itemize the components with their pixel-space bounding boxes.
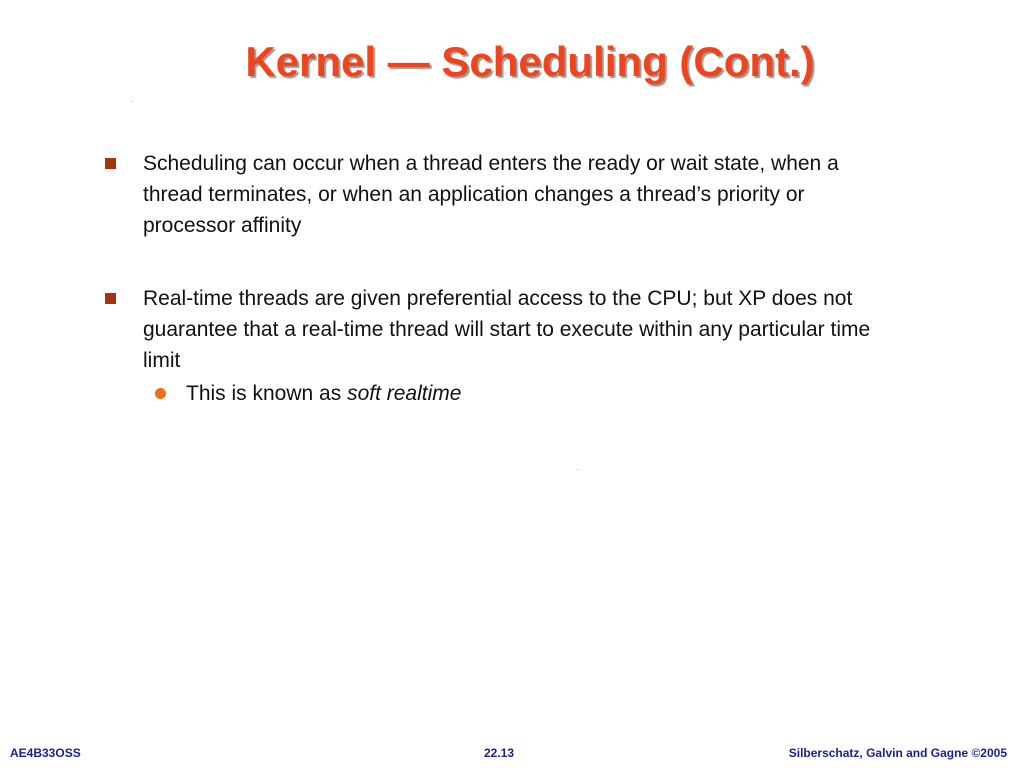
bullet-item — [100, 283, 900, 376]
footer-course: AE4B33OSS — [10, 746, 81, 760]
decorative-speck — [131, 101, 133, 102]
bullet-text: Real-time threads are given preferential access to the CPU; but XP does not guarantee that a real-time thread will start to execute within any particular time limit — [143, 287, 871, 372]
footer-copyright: Silberschatz, Galvin and Gagne ©2005 — [788, 746, 1007, 760]
square-bullet-icon — [105, 293, 116, 304]
footer-page-number: 22.13 — [484, 746, 515, 760]
slide-title: Kernel — Scheduling (Cont.) — [245, 38, 815, 85]
slide-content — [100, 148, 900, 430]
bullet-item — [100, 148, 900, 241]
sub-bullet-emphasis: soft realtime — [347, 382, 462, 405]
sub-bullet-item — [100, 378, 900, 409]
square-bullet-icon — [105, 158, 116, 169]
round-bullet-icon — [155, 388, 166, 399]
sub-bullet-text: This is known as — [186, 382, 348, 405]
bullet-text: Scheduling can occur when a thread enters the ready or wait state, when a thread terminates, or when an application changes a thread’s priority or processor affinity — [143, 152, 839, 237]
decorative-speck — [577, 469, 579, 470]
